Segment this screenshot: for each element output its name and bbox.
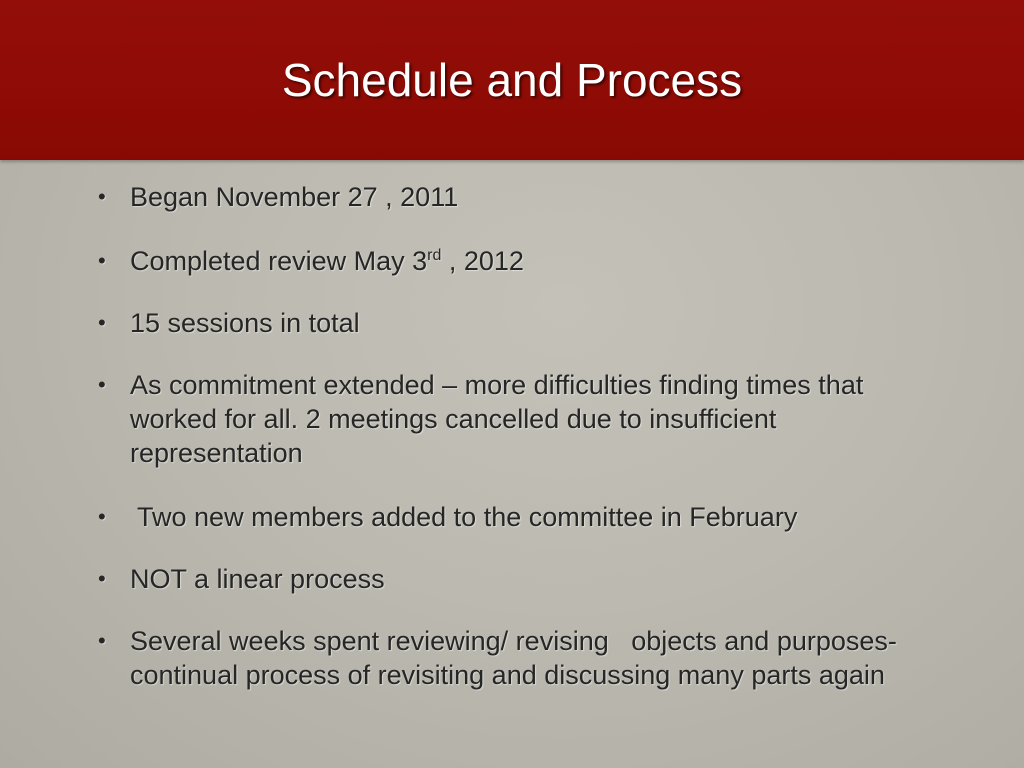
bullet-icon: •: [98, 248, 106, 273]
bullet-item: [96, 306, 926, 340]
bullet-text: Completed review May 3: [130, 246, 428, 276]
bullet-text: 15 sessions in total: [130, 308, 360, 338]
bullet-text: Two new members added to the committee in February: [130, 502, 798, 532]
bullet-text: NOT a linear process: [130, 564, 385, 594]
bullet-item: [96, 368, 926, 470]
bullet-icon: •: [98, 566, 106, 591]
bullet-item: [96, 624, 926, 692]
bullet-item: [96, 244, 926, 278]
bullet-item: [96, 562, 926, 596]
slide-title: Schedule and Process: [281, 54, 743, 106]
bullet-icon: •: [98, 372, 106, 397]
bullet-text-after: , 2012: [441, 246, 524, 276]
title-bar: [0, 0, 1024, 160]
bullet-item: [96, 500, 926, 534]
bullet-item: [96, 180, 926, 214]
bullet-icon: •: [98, 628, 106, 653]
bullet-text: As commitment extended – more difficulties finding times that worked for all. 2 meetings cancelled due to insufficient representation: [130, 370, 864, 468]
bullet-list: [96, 180, 926, 720]
bullet-text: Began November 27 , 2011: [130, 182, 459, 212]
bullet-text: Several weeks spent reviewing/ revising objects and purposes- continual process of revisiting and discussing many parts again: [130, 626, 905, 690]
bullet-icon: •: [98, 504, 106, 529]
bullet-icon: •: [98, 310, 106, 335]
bullet-icon: •: [98, 184, 106, 209]
bullet-superscript: rd: [427, 247, 442, 264]
